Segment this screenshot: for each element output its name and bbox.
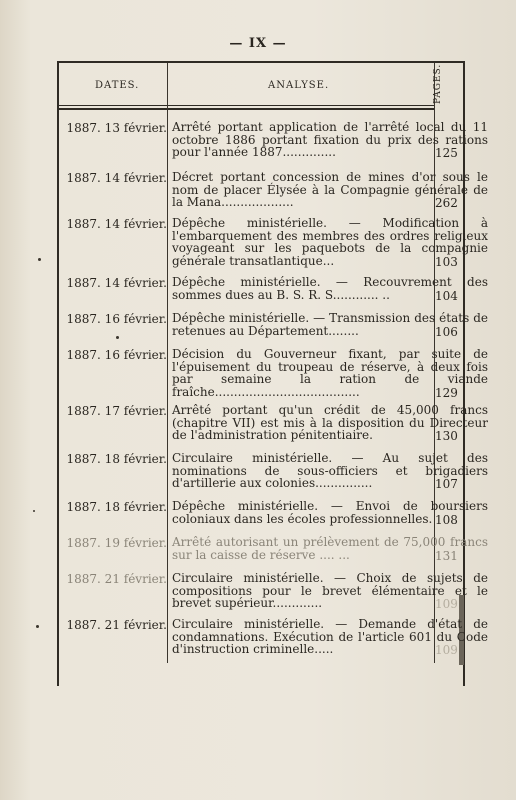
entry-date: 1887. 18 février.: [66, 452, 167, 466]
entry-date: 1887. 14 février.: [66, 171, 167, 185]
entry-date: 1887. 13 février.: [66, 121, 167, 135]
entry-date: 1887. 19 février.: [66, 536, 167, 550]
entry-analysis: Dépêche ministérielle. — Envoi de boursiers coloniaux dans les écoles professionnelles.: [172, 499, 488, 526]
entry-page: 129: [435, 386, 458, 400]
header-rule-double: [59, 108, 435, 110]
entry-date: 1887. 16 février.: [66, 348, 167, 362]
entry-page: 106: [435, 325, 458, 339]
entry-analysis: Dépêche ministérielle. — Transmission des états de retenues au Département........: [172, 311, 488, 338]
entry-page: 103: [435, 255, 458, 269]
entry-analysis: Décision du Gouverneur fixant, par suite de l'épuisement du troupeau de réserve, à deux fois par semaine la ration de viande fraîche......................................: [172, 347, 488, 399]
table-top-rule: [57, 61, 465, 63]
entry-page: 108: [435, 513, 458, 527]
ink-speck: [38, 258, 41, 261]
entry-page: 109: [435, 597, 458, 611]
header-pages: PAGES.: [433, 63, 443, 104]
entry-date: 1887. 14 février.: [66, 276, 167, 290]
entry-page: 107: [435, 477, 458, 491]
entry-date: 1887. 21 février.: [66, 572, 167, 586]
entry-date: 1887. 17 février.: [66, 404, 167, 418]
page-number: — IX —: [229, 36, 287, 51]
entry-analysis: Circulaire ministérielle. — Au sujet des nominations de sous-officiers et brigadiers d'artillerie aux colonies...............: [172, 451, 488, 491]
header-dates: DATES.: [95, 80, 140, 91]
entry-analysis: Dépêche ministérielle. — Recouvrement des sommes dues au B. S. R. S............ ..: [172, 275, 488, 302]
entry-page: 262: [435, 196, 458, 210]
entry-page: 131: [435, 549, 458, 563]
entry-date: 1887. 14 février.: [66, 217, 167, 231]
header-analyse: ANALYSE.: [268, 80, 330, 91]
entry-page: 130: [435, 429, 458, 443]
entry-analysis: Circulaire ministérielle. — Demande d'état de condamnations. Exécution de l'article 601 du Code d'instruction criminelle.....: [172, 617, 488, 657]
entry-analysis: Arrêté portant qu'un crédit de 45,000 francs (chapitre VII) est mis à la disposition du Directeur de l'administration pénitentiaire.: [172, 403, 488, 443]
entry-page: 125: [435, 146, 458, 160]
entry-page: 104: [435, 289, 458, 303]
entry-date: 1887. 16 février.: [66, 312, 167, 326]
entry-date: 1887. 21 février.: [66, 618, 167, 632]
ink-speck: [33, 510, 35, 512]
entry-analysis: Dépêche ministérielle. — Modification à l'embarquement des membres des ordres religieux voyageant sur les paquebots de la compagnie générale transatlantique...: [172, 216, 488, 268]
ink-speck: [116, 336, 119, 339]
entry-date: 1887. 18 février.: [66, 500, 167, 514]
ink-speck: [36, 625, 39, 628]
column-divider-dates: [167, 63, 168, 663]
entry-analysis: Arrêté autorisant un prélèvement de 75,000 francs sur la caisse de réserve .... ...: [172, 535, 488, 562]
header-rule: [59, 105, 435, 106]
entry-page: 109: [435, 643, 458, 657]
entry-analysis: Arrêté portant application de l'arrêté local du 11 octobre 1886 portant fixation du prix des rations pour l'année 1887..............: [172, 120, 488, 160]
entry-analysis: Circulaire ministérielle. — Choix de sujets de compositions pour le brevet élémentaire et le brevet supérieur.............: [172, 571, 488, 611]
entry-analysis: Décret portant concession de mines d'or sous le nom de placer Élysée à la Compagnie générale de la Mana...................: [172, 170, 488, 210]
